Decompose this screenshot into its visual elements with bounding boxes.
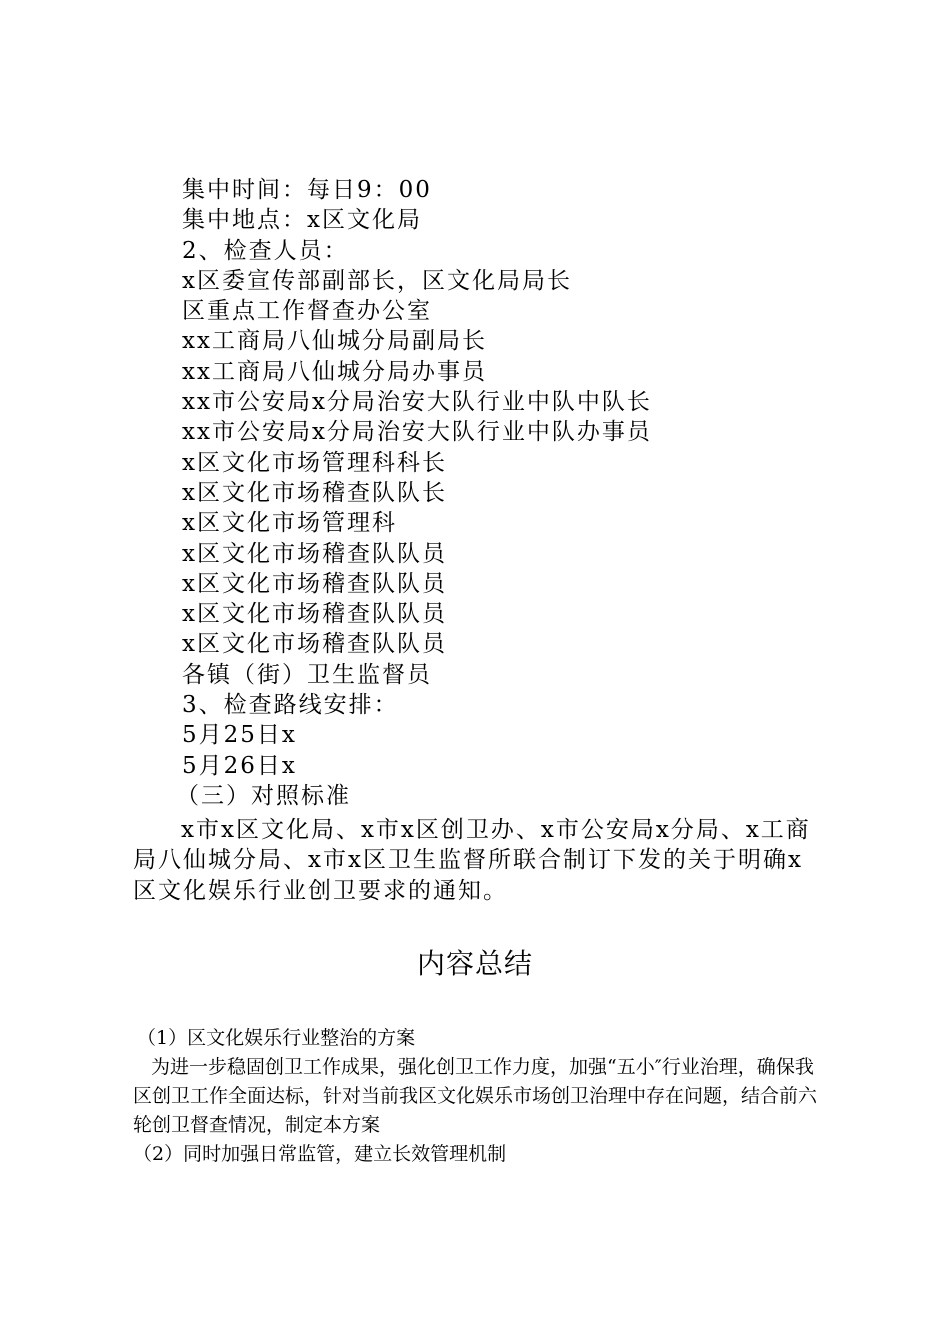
text-line: 5月25日x <box>182 722 297 749</box>
text-line: 集中地点：x区文化局 <box>182 207 422 234</box>
text-line: x区文化市场管理科科长 <box>182 449 447 476</box>
summary-item-title: （2）同时加强日常监管，建立长效管理机制 <box>133 1143 507 1165</box>
section-heading: （三）对照标准 <box>176 782 351 809</box>
standard-paragraph <box>133 815 823 906</box>
text-line: 3、检查路线安排： <box>182 692 399 719</box>
text-line: xx工商局八仙城分局办事员 <box>182 358 487 385</box>
summary-item-text: 为进一步稳固创卫工作成果，强化创卫工作力度，加强“五小″行业治理，确保我区创卫工作全面达标，针对当前我区文化娱乐市场创卫治理中存在问题，结合前六轮创卫督查情况，制定本方案 <box>133 1056 818 1136</box>
summary-item-title: （1）区文化娱乐行业整治的方案 <box>137 1027 416 1049</box>
text-line: x区文化市场稽查队队员 <box>182 570 447 597</box>
text-line: x区文化市场稽查队队员 <box>182 601 447 628</box>
text-line: xx工商局八仙城分局副局长 <box>182 328 487 355</box>
text-line: x区文化市场稽查队队员 <box>182 540 447 567</box>
text-line: x区文化市场管理科 <box>182 510 397 537</box>
text-line: xx市公安局x分局治安大队行业中队办事员 <box>182 419 652 446</box>
body-lines <box>176 175 822 811</box>
text-line: x区文化市场稽查队队员 <box>182 631 447 658</box>
text-line: 区重点工作督查办公室 <box>182 298 432 325</box>
summary-section <box>133 1024 823 1169</box>
text-line: 各镇（街）卫生监督员 <box>182 661 432 688</box>
summary-title: 内容总结 <box>416 947 533 980</box>
text-line: xx市公安局x分局治安大队行业中队中队长 <box>182 389 652 416</box>
text-line: x区委宣传部副部长，区文化局局长 <box>182 267 572 294</box>
standard-paragraph-text: x市x区文化局、x市x区创卫办、x市公安局x分局、x工商局八仙城分局、x市x区卫生监督所联合制订下发的关于明确x区文化娱乐行业创卫要求的通知。 <box>133 817 811 904</box>
text-line: x区文化市场稽查队队长 <box>182 479 447 506</box>
text-line: 5月26日x <box>182 752 297 779</box>
text-line: 集中时间：每日9：00 <box>182 177 432 203</box>
text-line: 2、检查人员： <box>182 237 349 264</box>
